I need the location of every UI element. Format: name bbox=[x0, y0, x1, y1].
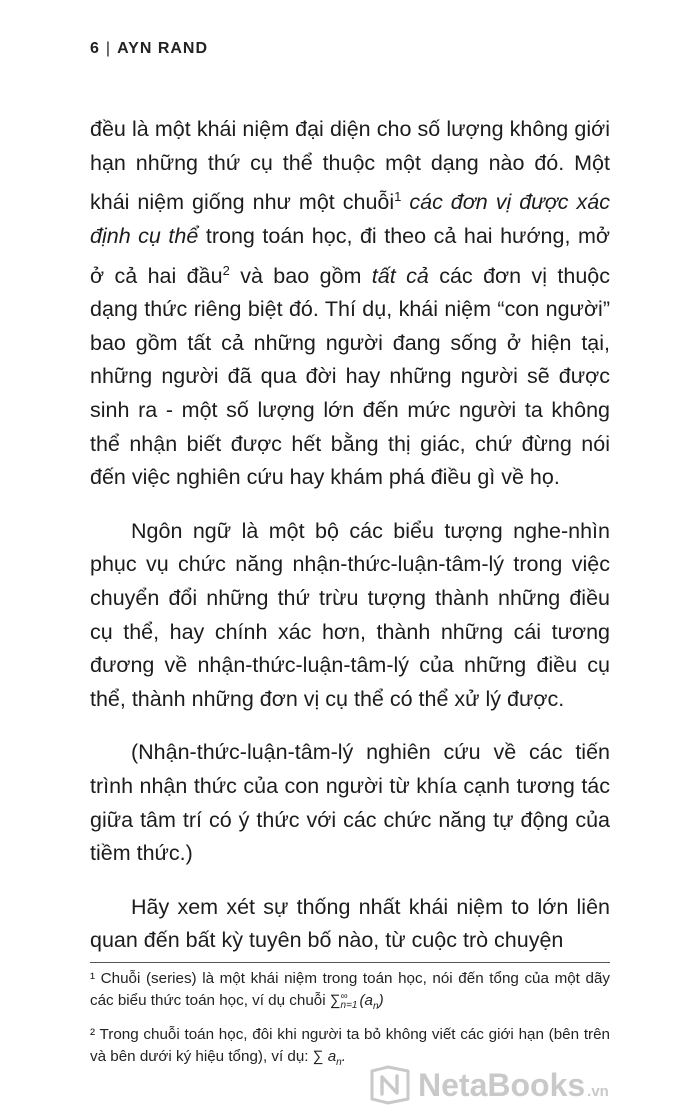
paragraph-1: đều là một khái niệm đại diện cho số lượng không giới hạn những thứ cụ thể thuộc một dạng nào đó. Một khái niệm giống như một chuỗi$^1$ các đơn vị được xác định cụ thể trong toán học, đi theo cả hai hướng, mở ở cả hai đầu$^2$ và bao gồm tất cả các đơn vị thuộc dạng thức riêng biệt đó. Thí dụ, khái niệm “con người” bao gồm tất cả những người đang sống ở hiện tại, những người đã qua đời hay những người sẽ được sinh ra - một số lượng lớn đến mức người ta không thể nhận biết được hết bằng thị giác, chứ đừng nói đến việc nghiên cứu hay khám phá điều gì về họ. bbox=[90, 117, 610, 490]
paragraph-2: Ngôn ngữ là một bộ các biểu tượng nghe-nhìn phục vụ chức năng nhận-thức-luận-tâm-lý trong việc chuyển đổi những thứ trừu tượng thành những điều cụ thể, hay chính xác hơn, thành những cái tương đương về nhận-thức-luận-tâm-lý của những điều cụ thể, thành những đơn vị cụ thể có thể xử lý được. bbox=[90, 518, 610, 711]
paragraph-4: Hãy xem xét sự thống nhất khái niệm to lớn liên quan đến bất kỳ tuyên bố nào, từ cuộc trò chuyện bbox=[90, 894, 610, 953]
watermark bbox=[368, 1062, 609, 1108]
watermark-suffix: .vn bbox=[587, 1083, 609, 1100]
footnote-2: ² Trong chuỗi toán học, đôi khi người ta bỏ không viết các giới hạn (bên trên và bên dưới ký hiệu tổng), ví dụ: ∑ $a_n$. bbox=[90, 1026, 610, 1069]
running-header bbox=[90, 40, 208, 58]
paragraph-3: (Nhận-thức-luận-tâm-lý nghiên cứu về các tiến trình nhận thức của con người từ khía cạnh tương tác giữa tâm trí có ý thức với các chức năng tự động của tiềm thức.) bbox=[90, 740, 610, 866]
header-separator: | bbox=[105, 40, 112, 57]
netabooks-logo-icon bbox=[368, 1063, 412, 1107]
author-name: AYN RAND bbox=[117, 40, 209, 57]
series-formula: ∑ ∞ n=1 $(a_n)$ bbox=[329, 990, 384, 1013]
footnote-1: ¹ Chuỗi (series) là một khái niệm trong toán học, nói đến tổng của một dãy các biểu thức toán học, ví dụ chuỗi ∑ ∞ n=1 $(a_n)$ bbox=[90, 970, 610, 1013]
footnote-divider bbox=[90, 962, 610, 963]
footnote-ref-1: 1 bbox=[394, 189, 402, 205]
watermark-text: NetaBooks bbox=[418, 1066, 586, 1103]
page-number: 6 bbox=[90, 40, 100, 57]
sum-formula: ∑ $a_n$. bbox=[312, 1048, 346, 1069]
body-text bbox=[90, 113, 610, 978]
footnote-ref-2: 2 bbox=[222, 262, 230, 278]
